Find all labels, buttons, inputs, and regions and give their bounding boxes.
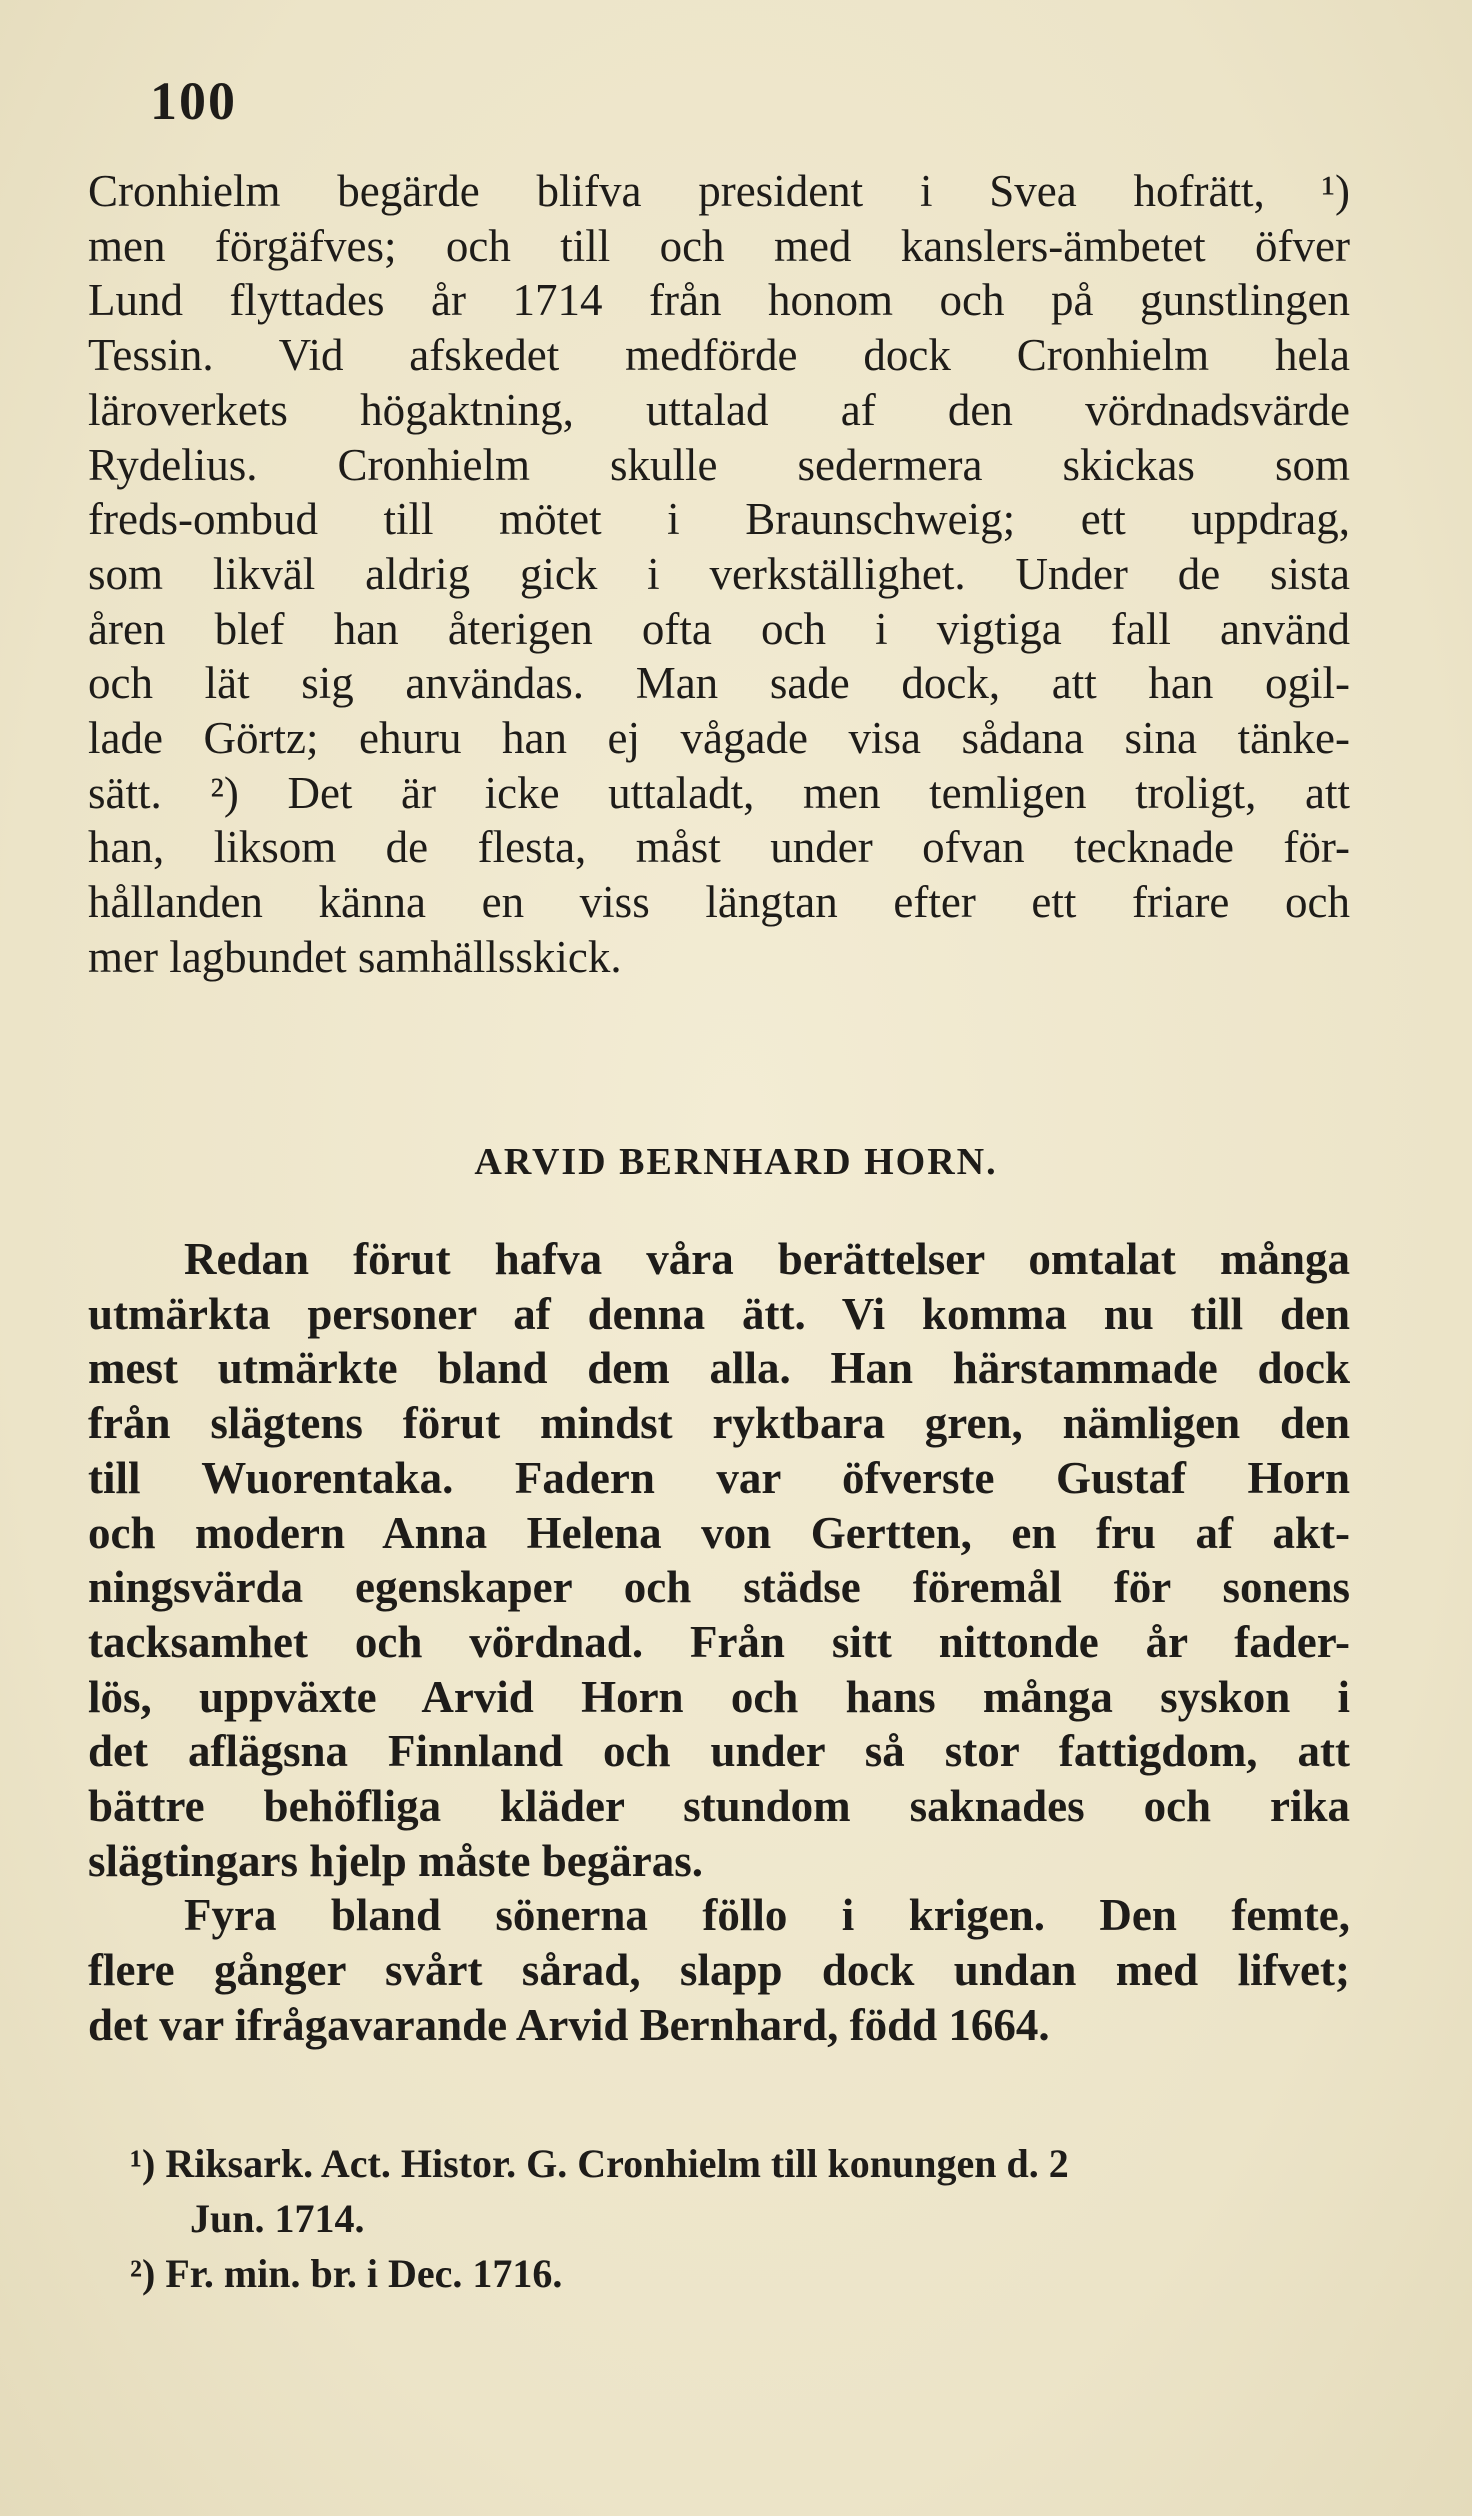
text-line: Tessin. Vid afskedet medförde dock Cronhielm hela [88, 330, 1350, 381]
text-line: slägtingars hjelp måste begäras. [88, 1835, 703, 1886]
text-line: till Wuorentaka. Fadern var öfverste Gustaf Horn [88, 1452, 1350, 1503]
paragraph-cronhielm [88, 164, 1350, 985]
text-line: lös, uppväxte Arvid Horn och hans många syskon i [88, 1671, 1350, 1722]
section-heading: ARVID BERNHARD HORN. [474, 1141, 998, 1183]
text-line: ningsvärda egenskaper och städse föremål för sonens [88, 1562, 1350, 1613]
text-line: han, liksom de flesta, måst under ofvan tecknade för- [88, 822, 1350, 873]
text-line: Cronhielm begärde blifva president i Svea hofrätt, ¹) [88, 166, 1350, 216]
text-line: bättre behöfliga kläder stundom saknades och rika [88, 1781, 1350, 1832]
footnotes [130, 2136, 1270, 2301]
text-line: freds-ombud till mötet i Braunschweig; ett uppdrag, [88, 494, 1350, 545]
text-line: det var ifrågavarande Arvid Bernhard, född 1664. [88, 1999, 1050, 2050]
text-line: sätt. ²) Det är icke uttaladt, men temligen troligt, att [88, 767, 1350, 818]
text-line: Rydelius. Cronhielm skulle sedermera skickas som [88, 439, 1350, 490]
text-line: åren blef han återigen ofta och i vigtiga fall använd [88, 603, 1350, 654]
text-line: Fyra bland sönerna föllo i krigen. Den femte, [184, 1890, 1350, 1941]
text-line: Lund flyttades år 1714 från honom och på gunstlingen [88, 275, 1350, 326]
text-line: tacksamhet och vördnad. Från sitt nittonde år fader- [88, 1616, 1350, 1667]
text-line: från slägtens förut mindst ryktbara gren, nämligen den [88, 1398, 1350, 1449]
text-line: flere gånger svårt sårad, slapp dock undan med lifvet; [88, 1945, 1350, 1996]
footnote-1: ¹) Riksark. Act. Histor. G. Cronhielm till konungen d. 2 [130, 2141, 1069, 2186]
text-line: och modern Anna Helena von Gertten, en fru af akt- [88, 1507, 1350, 1558]
text-line: lade Görtz; ehuru han ej vågade visa sådana sina tänke- [88, 713, 1350, 764]
text-line: läroverkets högaktning, uttalad af den vördnadsvärde [88, 384, 1350, 435]
text-line: och lät sig användas. Man sade dock, att han ogil- [88, 658, 1350, 709]
text-line: som likväl aldrig gick i verkställighet. Under de sista [88, 548, 1350, 599]
text-line: utmärkta personer af denna ätt. Vi komma nu till den [88, 1288, 1350, 1339]
page-number: 100 [150, 71, 237, 131]
footnote-1-continuation: Jun. 1714. [190, 2196, 365, 2241]
text-line: hållanden känna en viss längtan efter ett friare och [88, 877, 1350, 928]
text-line: Redan förut hafva våra berättelser omtalat många [184, 1234, 1350, 1284]
paragraph-horn [88, 1232, 1350, 2053]
text-line: mer lagbundet samhällsskick. [88, 931, 622, 982]
text-line: det aflägsna Finnland och under så stor fattigdom, att [88, 1726, 1350, 1777]
text-line: mest utmärkte bland dem alla. Han härstammade dock [88, 1343, 1350, 1394]
footnote-2: ²) Fr. min. br. i Dec. 1716. [130, 2251, 563, 2296]
text-line: men förgäfves; och till och med kanslers-ämbetet öfver [88, 220, 1350, 271]
